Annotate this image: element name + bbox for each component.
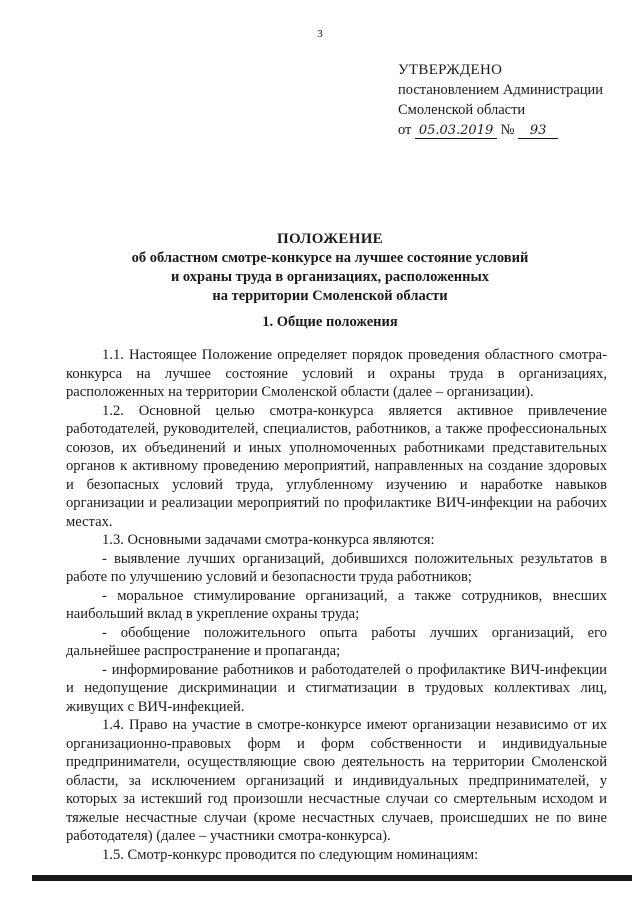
page-number: 3 [317, 28, 323, 40]
title-line-1: об областном смотре-конкурсе на лучшее состояние условий [131, 250, 529, 266]
number-label: № [500, 122, 515, 138]
paragraph-1-5: 1.5. Смотр-конкурс проводится по следующим номинациям: [102, 846, 479, 863]
list-item: - информирование работников и работодателей о профилактике ВИЧ-инфекции и недопущение дискриминации и стигматизации в трудовых коллективах лиц, живущих с ВИЧ-инфекцией. [66, 661, 607, 715]
title-line-2: и охраны труда в организациях, расположенных [170, 269, 490, 285]
approval-line-1: постановлением Администрации [398, 82, 604, 98]
document-body [66, 346, 607, 864]
approval-block [398, 60, 628, 140]
list-item: - моральное стимулирование организаций, а также сотрудников, внесших наибольший вклад в укрепление охраны труда; [66, 587, 607, 622]
approval-date-line [398, 120, 628, 140]
paragraph-1-2: 1.2. Основной целью смотра-конкурса является активное привлечение работодателей, руководителей, специалистов, работников, а также профессиональных союзов, их объединений и иных уполномоченных работниками представительных органов к активному проведению мероприятий, направленных на создание здоровых и безопасных условий труда, углубленному изучению и наработке навыков организации и реализации мероприятий по профилактике ВИЧ-инфекции на рабочих местах. [66, 402, 607, 530]
list-item: - обобщение положительного опыта работы лучших организаций, его дальнейшее распространение и пропаганда; [66, 624, 607, 659]
section-heading: 1. Общие положения [262, 314, 398, 330]
scan-bottom-bar [32, 875, 632, 881]
handwritten-date: 05.03.2019 [415, 124, 497, 139]
approval-line-2: Смоленской области [398, 102, 526, 118]
handwritten-number: 93 [518, 124, 558, 139]
document-title [60, 230, 600, 306]
paragraph-1-1: 1.1. Настоящее Положение определяет порядок проведения областного смотра-конкурса на лучшее состояние условий и охраны труда в организациях, расположенных на территории Смоленской области (далее – организации). [66, 347, 607, 400]
list-item: - выявление лучших организаций, добившихся положительных результатов в работе по улучшению условий и безопасности труда работников; [66, 550, 607, 585]
approval-heading: УТВЕРЖДЕНО [398, 62, 503, 78]
paragraph-1-4: 1.4. Право на участие в смотре-конкурсе имеют организации независимо от их организационно-правовых форм и форм собственности и индивидуальные предприниматели, осуществляющие свою деятельность на территории Смоленской области, за исключением организаций и индивидуальных предпринимателей, у которых за истекший год произошли несчастные случаи со смертельным исходом и тяжелые несчастные случаи (кроме несчастных случаев, происшедших не по вине работодателя) (далее – участники смотра-конкурса). [66, 717, 607, 844]
paragraph-1-3: 1.3. Основными задачами смотра-конкурса являются: [102, 532, 435, 548]
title-main: ПОЛОЖЕНИЕ [277, 231, 383, 247]
from-label: от [398, 122, 412, 138]
title-line-3: на территории Смоленской области [212, 288, 448, 304]
